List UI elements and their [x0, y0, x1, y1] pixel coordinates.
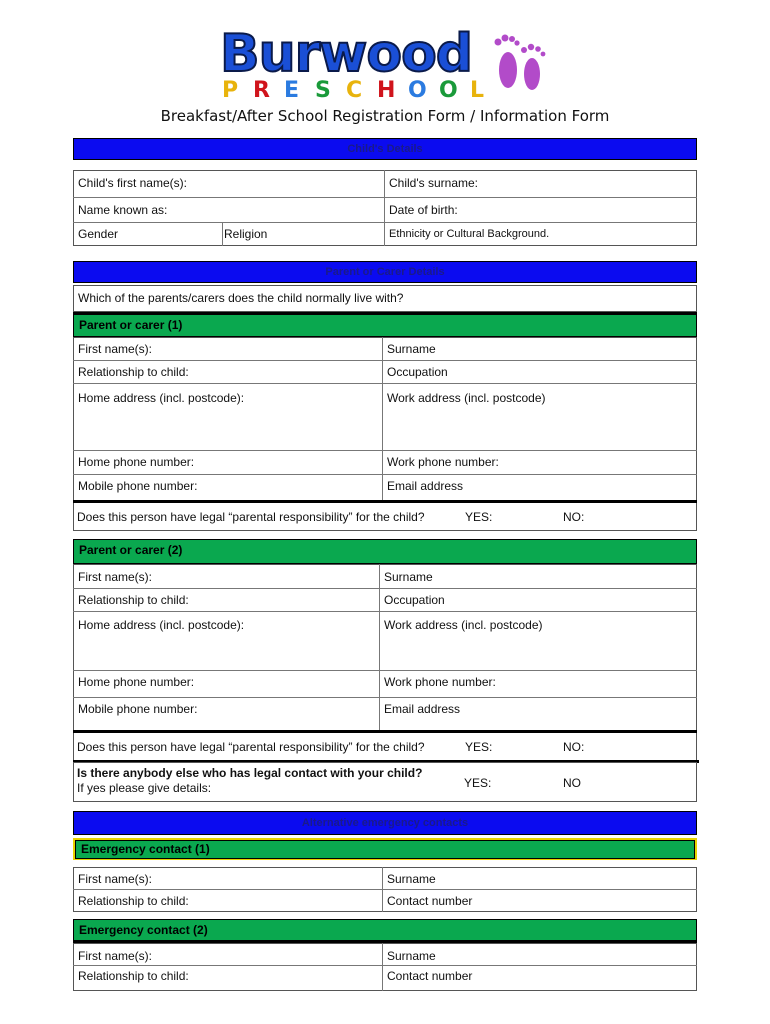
- religion-field[interactable]: Religion: [224, 227, 268, 241]
- emergency-2-surname-field[interactable]: Surname: [387, 949, 436, 963]
- logo-letter: O: [439, 78, 458, 103]
- carer-1-work-phone-field[interactable]: Work phone number:: [387, 455, 499, 469]
- lives-with-field[interactable]: Which of the parents/carers does the child normally live with?: [78, 291, 404, 305]
- emergency-2-first-name-field[interactable]: First name(s):: [78, 949, 153, 963]
- section-header-emergency-1: Emergency contact (1): [75, 840, 695, 859]
- carer-2-work-address-field[interactable]: Work address (incl. postcode): [384, 618, 543, 632]
- section-header-carer-2: Parent or carer (2): [73, 539, 697, 564]
- logo-letter: O: [408, 78, 427, 103]
- carer-2-first-name-field[interactable]: First name(s):: [78, 570, 153, 584]
- section-header-child: Child's Details: [73, 138, 697, 160]
- page-title: Breakfast/After School Registration Form / Information Form: [160, 107, 610, 125]
- carer-2-home-address-field[interactable]: Home address (incl. postcode):: [78, 618, 245, 632]
- carer-1-first-name-field[interactable]: First name(s):: [78, 342, 153, 356]
- date-of-birth-field[interactable]: Date of birth:: [389, 203, 458, 217]
- legal-contact-question: Is there anybody else who has legal contact with your child?: [77, 766, 423, 780]
- logo-letter: L: [470, 78, 485, 103]
- legal-contact-details-field[interactable]: If yes please give details:: [77, 781, 212, 795]
- legal-contact-yes-option[interactable]: YES:: [464, 776, 492, 790]
- emergency-1-contact-number-field[interactable]: Contact number: [387, 894, 473, 908]
- carer-1-home-address-field[interactable]: Home address (incl. postcode):: [78, 391, 245, 405]
- carer-2-surname-field[interactable]: Surname: [384, 570, 433, 584]
- emergency-1-relationship-field[interactable]: Relationship to child:: [78, 894, 189, 908]
- logo-letter: C: [346, 78, 363, 103]
- carer-1-mobile-field[interactable]: Mobile phone number:: [78, 479, 198, 493]
- footprints-icon: [490, 28, 552, 100]
- carer-1-occupation-field[interactable]: Occupation: [387, 365, 448, 379]
- carer-2-yes-option[interactable]: YES:: [465, 740, 493, 754]
- emergency-2-contact-number-field[interactable]: Contact number: [387, 969, 473, 983]
- logo-subtitle: [222, 80, 502, 104]
- emergency-2-table: [73, 943, 697, 991]
- gender-field[interactable]: Gender: [78, 227, 119, 241]
- emergency-2-relationship-field[interactable]: Relationship to child:: [78, 969, 189, 983]
- carer-1-surname-field[interactable]: Surname: [387, 342, 436, 356]
- logo-letter: E: [284, 78, 300, 103]
- section-header-emergency-2: Emergency contact (2): [73, 919, 697, 943]
- carer-1-email-field[interactable]: Email address: [387, 479, 464, 493]
- section-header-carer-1: Parent or carer (1): [73, 312, 697, 337]
- emergency-1-surname-field[interactable]: Surname: [387, 872, 436, 886]
- section-header-emergency: Alternative emergency contacts: [73, 811, 697, 835]
- carer-2-work-phone-field[interactable]: Work phone number:: [384, 675, 496, 689]
- logo-letter: H: [377, 78, 396, 103]
- carer-2-occupation-field[interactable]: Occupation: [384, 593, 445, 607]
- carer-2-relationship-field[interactable]: Relationship to child:: [78, 593, 189, 607]
- logo-letter: P: [222, 78, 239, 103]
- carer-1-no-option[interactable]: NO:: [563, 510, 585, 524]
- carer-2-mobile-field[interactable]: Mobile phone number:: [78, 702, 198, 716]
- logo-letter: S: [315, 78, 331, 103]
- carer-2-responsibility-question: Does this person have legal “parental responsibility” for the child?: [77, 740, 425, 754]
- child-surname-field[interactable]: Child's surname:: [389, 176, 478, 190]
- carer-1-responsibility-question: Does this person have legal “parental responsibility” for the child?: [77, 510, 425, 524]
- carer-2-home-phone-field[interactable]: Home phone number:: [78, 675, 195, 689]
- child-first-name-field[interactable]: Child's first name(s):: [78, 176, 187, 190]
- logo-letter: R: [253, 78, 270, 103]
- section-header-parent: Parent or Carer Details: [73, 261, 697, 283]
- logo: [220, 24, 550, 103]
- carer-1-relationship-field[interactable]: Relationship to child:: [78, 365, 189, 379]
- legal-contact-no-option[interactable]: NO: [563, 776, 581, 790]
- name-known-as-field[interactable]: Name known as:: [78, 203, 168, 217]
- carer-1-work-address-field[interactable]: Work address (incl. postcode): [387, 391, 546, 405]
- logo-wordmark: Burwood: [220, 24, 473, 84]
- carer-1-home-phone-field[interactable]: Home phone number:: [78, 455, 195, 469]
- carer-1-yes-option[interactable]: YES:: [465, 510, 493, 524]
- emergency-1-first-name-field[interactable]: First name(s):: [78, 872, 153, 886]
- ethnicity-field[interactable]: Ethnicity or Cultural Background.: [389, 228, 550, 240]
- carer-2-no-option[interactable]: NO:: [563, 740, 585, 754]
- carer-2-email-field[interactable]: Email address: [384, 702, 461, 716]
